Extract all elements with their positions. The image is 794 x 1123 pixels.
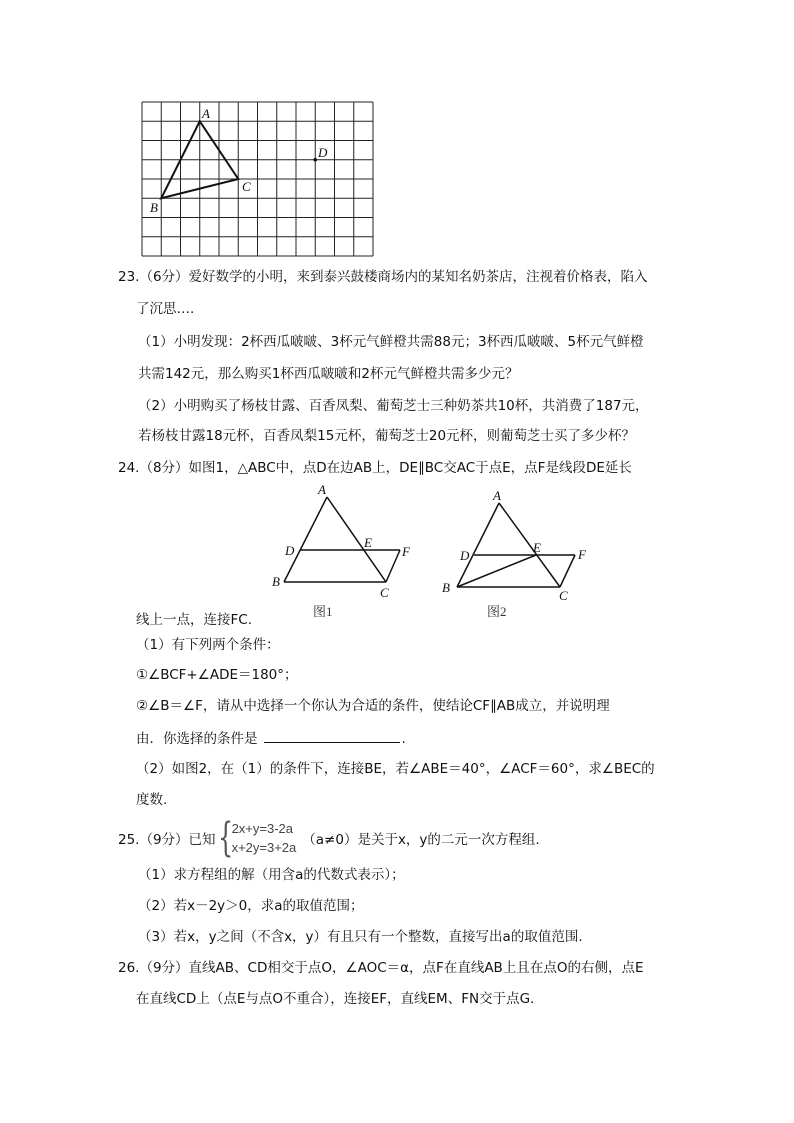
answer-blank[interactable] (264, 729, 400, 743)
q23-header: 23.（6分）爱好数学的小明，来到泰兴鼓楼商场内的某知名奶茶店，注视着价格表，陷入 (118, 269, 648, 285)
fig2-label-d: D (460, 548, 470, 563)
label-b: B (150, 200, 158, 215)
segment-ac (499, 503, 560, 587)
equation-1: 2x+y=3-2a (231, 821, 293, 836)
fig1-label-f: F (402, 544, 410, 559)
segment-fc (560, 555, 575, 587)
q23-part2-line2: 若杨枝甘露18元杯，百香凤梨15元杯，葡萄芝士20元杯，则葡萄芝士买了多少杯？ (138, 428, 636, 444)
q25-header-row (118, 815, 540, 861)
point-d-dot (313, 158, 317, 162)
figure-2-caption: 图2 (487, 604, 507, 619)
q26-line2: 在直线CD上（点E与点O不重合），连接EF，直线EM、FN交于点G. (136, 991, 535, 1007)
fig1-label-c: C (380, 585, 389, 600)
label-c: C (242, 179, 251, 194)
fig2-label-f: F (578, 547, 586, 562)
fig1-label-b: B (272, 574, 280, 589)
fig1-label-e: E (364, 535, 372, 550)
figure-1 (260, 480, 420, 602)
q25-part2: （2）若x－2y＞0，求a的取值范围； (138, 898, 364, 914)
q24-cond1: ①∠BCF+∠ADE＝180°； (136, 667, 298, 683)
segment-ab (457, 503, 499, 587)
q24-header: 24.（8分）如图1，△ABC中，点D在边AB上，DE∥BC交AC于点E，点F是线段DE延长 (118, 460, 632, 476)
q23-part1-line2: 共需142元，那么购买1杯西瓜啵啵和2杯元气鲜橙共需多少元？ (138, 366, 519, 382)
q24-choice-prompt: 由．你选择的条件是 (136, 731, 258, 747)
grid-triangle-figure (140, 100, 380, 260)
equation-system-brace: { (217, 815, 233, 861)
q24-part2-line2: 度数. (136, 792, 168, 808)
label-a: A (202, 106, 210, 121)
q24-choice-end: . (401, 731, 406, 747)
q25-prefix: 25.（9分）已知 (118, 832, 216, 848)
q24-header-cont: 线上一点，连接FC. (136, 612, 252, 628)
fig2-label-b: B (442, 580, 450, 595)
q26-line1: 26.（9分）直线AB、CD相交于点O，∠AOC＝α，点F在直线AB上且在点O的右侧，点E (118, 960, 644, 976)
q24-part2-line1: （2）如图2，在（1）的条件下，连接BE，若∠ABE＝40°，∠ACF＝60°，求∠BEC的 (136, 761, 655, 777)
q24-cond2: ②∠B＝∠F，请从中选择一个你认为合适的条件，使结论CF∥AB成立，并说明理 (136, 698, 610, 714)
equation-2: x+2y=3+2a (231, 840, 297, 855)
q23-header-cont: 了沉思…. (136, 301, 195, 317)
q23-part1-line1: （1）小明发现：2杯西瓜啵啵、3杯元气鲜橙共需88元；3杯西瓜啵啵、5杯元气鲜橙 (138, 334, 644, 350)
fig2-label-e: E (533, 540, 541, 555)
q25-part3: （3）若x，y之间（不含x，y）有且只有一个整数，直接写出a的取值范围. (138, 929, 583, 945)
fig2-label-c: C (559, 588, 568, 602)
label-d: D (318, 145, 328, 160)
fig1-label-d: D (285, 543, 295, 558)
q25-part1: （1）求方程组的解（用含a的代数式表示）； (138, 867, 405, 883)
figure-1-caption: 图1 (313, 604, 333, 619)
segment-ab (284, 497, 327, 582)
q25-suffix: （a≠0）是关于x，y的二元一次方程组. (302, 832, 540, 848)
grid-lines (142, 102, 373, 256)
segment-fc (386, 550, 400, 582)
q23-part2-line1: （2）小明购买了杨枝甘露、百香凤梨、葡萄芝士三种奶茶共10杯，共消费了187元， (138, 398, 649, 414)
q24-cond2-cont (136, 729, 406, 748)
q24-part1-intro: （1）有下列两个条件： (136, 637, 280, 653)
figure-2 (430, 480, 600, 602)
segment-ac (327, 497, 386, 582)
equation-system (232, 819, 297, 857)
fig1-label-a: A (318, 482, 326, 497)
fig2-label-a: A (493, 488, 501, 503)
